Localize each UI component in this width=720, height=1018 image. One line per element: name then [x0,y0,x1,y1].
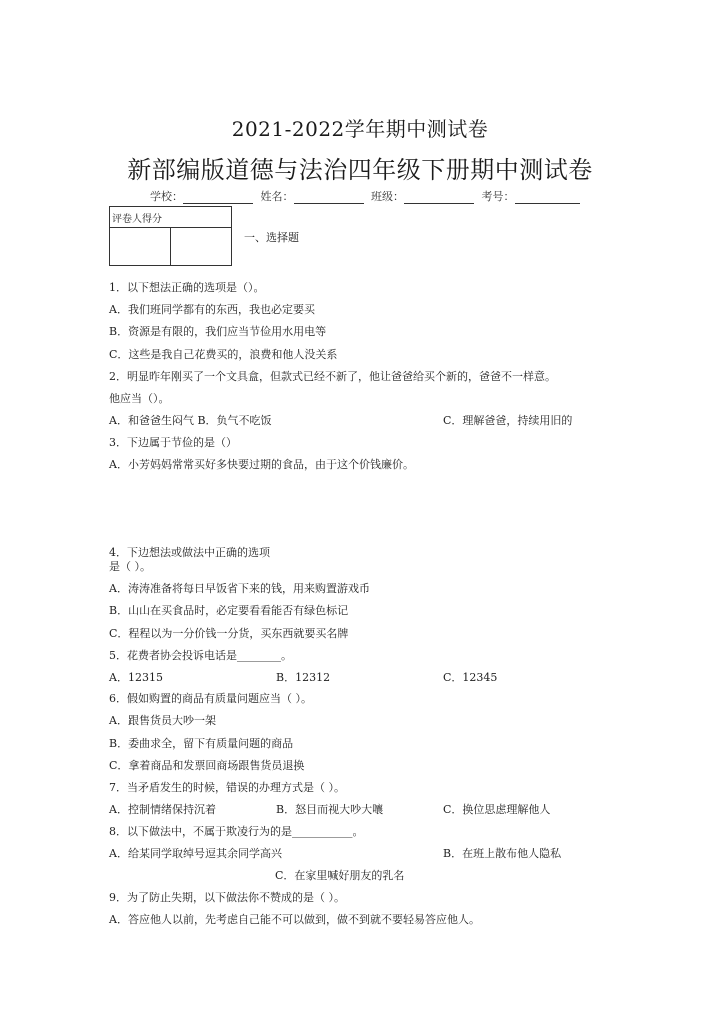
q6-option-c[interactable]: C．拿着商品和发票回商场跟售货员退换 [109,759,305,772]
q2-stem-cont: 他应当（）。 [109,392,170,405]
q6-option-a[interactable]: A．跟售货员大吵一架 [109,714,216,727]
grader-cell[interactable] [110,228,171,266]
q4-option-b[interactable]: B．山山在买食品时，必定要看看能否有绿色标记 [109,604,349,617]
q8-option-c[interactable]: C．在家里喊好朋友的乳名 [275,869,405,882]
school-blank[interactable] [183,191,253,204]
q8-option-b[interactable]: B．在班上散布他人隐私 [443,847,562,860]
examno-blank[interactable] [515,191,580,204]
exam-year-title: 2021-2022学年期中测试卷 [231,117,489,141]
q1-option-b[interactable]: B．资源是有限的，我们应当节俭用水用电等 [109,325,327,338]
q9-option-a[interactable]: A．答应他人以前，先考虑自己能不可以做到，做不到就不要轻易答应他人。 [109,913,480,926]
q8-option-a[interactable]: A．给某同学取绰号逗其余同学高兴 [109,847,282,860]
school-label: 学校： [150,190,183,203]
q8-stem: 8．以下做法中，不属于欺凌行为的是___________。 [109,825,364,838]
q9-stem: 9．为了防止失期，以下做法你不赞成的是（ ）。 [109,891,345,904]
student-info-row [150,188,584,204]
q2-option-c[interactable]: C．理解爸爸，持续用旧的 [443,414,573,427]
q5-option-c[interactable]: C．12345 [443,671,498,684]
q7-stem: 7．当矛盾发生的时候，错误的办理方式是（ ）。 [109,781,345,794]
q3-stem: 3．下边属于节俭的是（） [109,436,237,449]
examno-label: 考号： [481,190,515,203]
class-blank[interactable] [404,191,474,204]
section-title: 一、选择题 [244,231,299,244]
q2-option-ab[interactable]: A．和爸爸生闷气 B．负气不吃饭 [109,414,272,427]
score-cell[interactable] [171,228,232,266]
score-box [109,206,232,266]
exam-subject-title: 新部编版道德与法治四年级下册期中测试卷 [127,156,593,184]
q7-option-b[interactable]: B．怒目而视大吵大嚷 [276,803,384,816]
q7-option-c[interactable]: C．换位思虑理解他人 [443,803,551,816]
q7-option-a[interactable]: A．控制情绪保持沉着 [109,803,216,816]
q5-option-b[interactable]: B．12312 [276,671,331,684]
q4-option-c[interactable]: C．程程以为一分价钱一分货，买东西就要买名牌 [109,627,349,640]
q6-stem: 6．假如购置的商品有质量问题应当（ ）。 [109,692,312,705]
q3-option-a[interactable]: A．小芳妈妈常常买好多快要过期的食品，由于这个价钱廉价。 [109,458,414,471]
q4-stem-cont: 是（ ）。 [109,560,151,573]
score-box-header: 评卷人得分 [110,207,232,228]
q1-stem: 1．以下想法正确的选项是（）。 [109,281,265,294]
q5-stem: 5．花费者协会投诉电话是________。 [109,649,292,662]
q1-option-c[interactable]: C．这些是我自己花费买的，浪费和他人没关系 [109,348,338,361]
q4-stem: 4．下边想法或做法中正确的选项 [109,546,270,559]
q2-stem: 2．明显昨年刚买了一个文具盒，但款式已经不新了，他让爸爸给买个新的，爸爸不一样意。 [109,370,556,383]
name-blank[interactable] [294,191,364,204]
q5-option-a[interactable]: A．12315 [109,671,163,684]
class-label: 班级： [371,190,404,203]
q6-option-b[interactable]: B．委曲求全，留下有质量问题的商品 [109,737,294,750]
q4-option-a[interactable]: A．涛涛准备将每日早饭省下来的钱，用来购置游戏币 [109,582,370,595]
name-label: 姓名： [260,190,294,203]
q1-option-a[interactable]: A．我们班同学都有的东西，我也必定要买 [109,303,315,316]
